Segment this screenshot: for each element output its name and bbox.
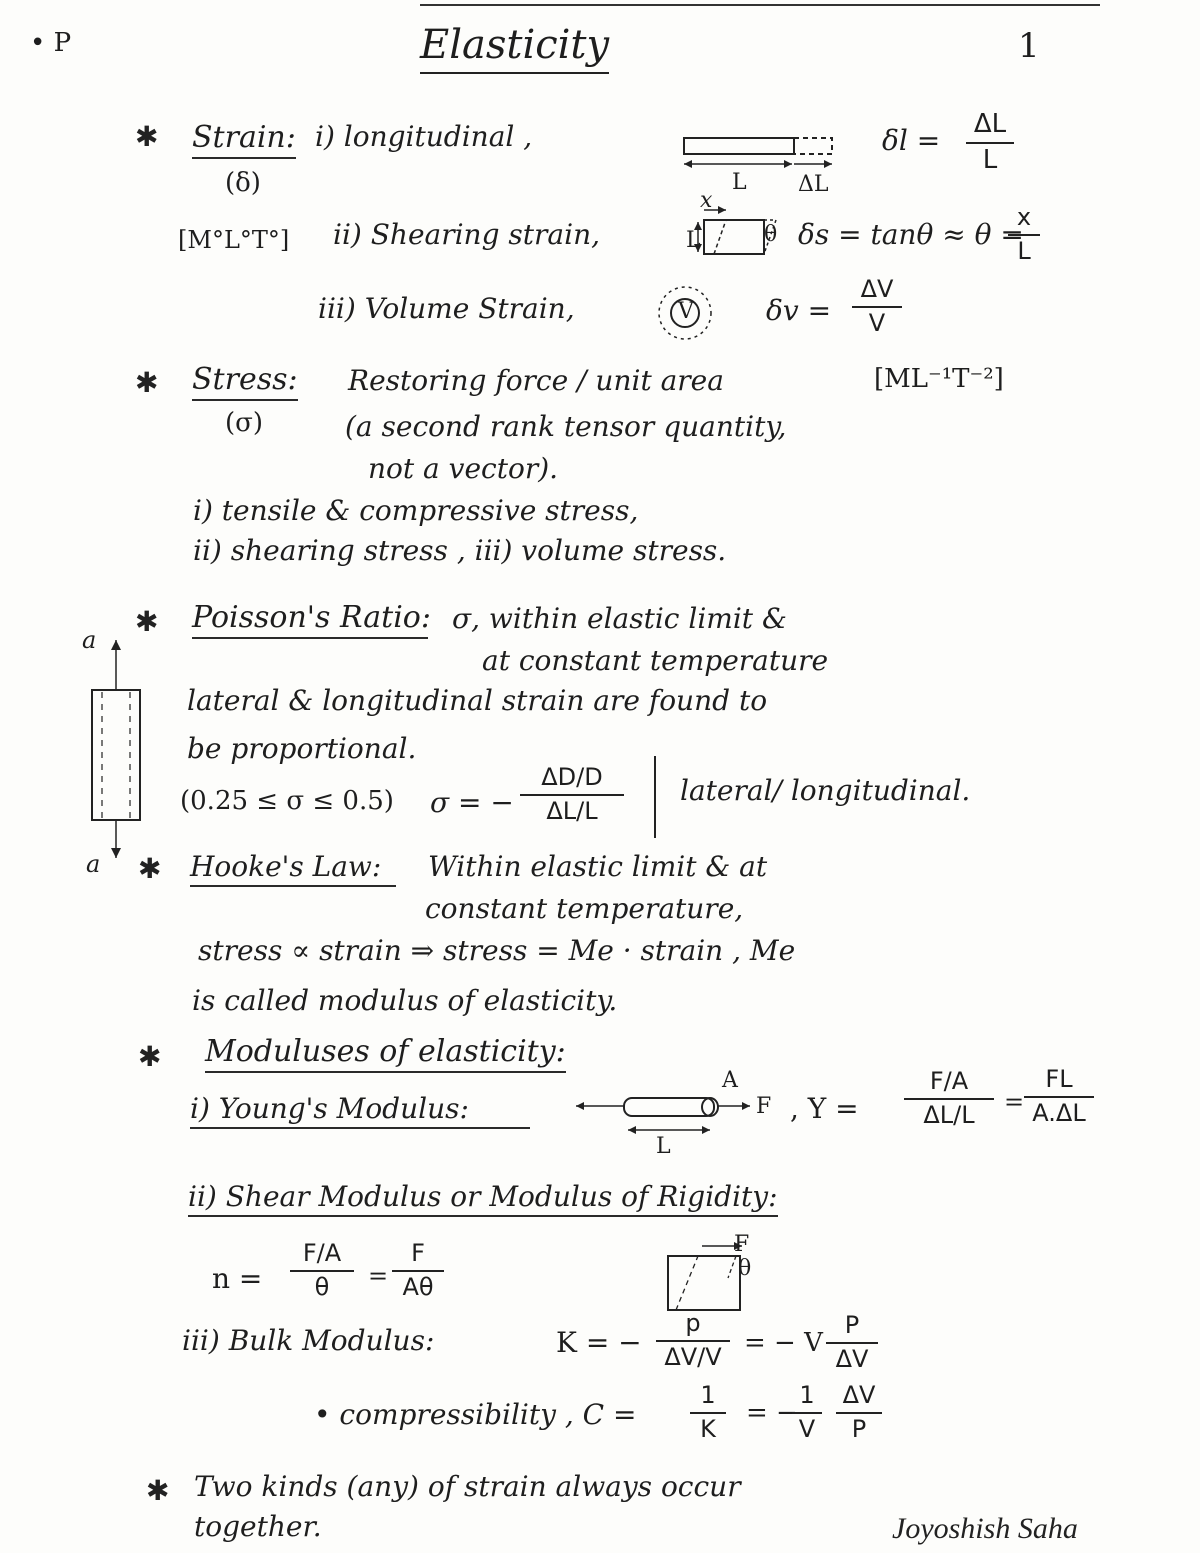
stress-heading: Stress: bbox=[192, 362, 298, 401]
frac-den: L bbox=[1017, 236, 1031, 265]
volume-strain-eq: δv = bbox=[766, 294, 832, 327]
compress-fraction-2 bbox=[792, 1382, 822, 1443]
stress-tensor-note: (a second rank tensor quantity, bbox=[345, 410, 787, 443]
frac-num: F/A bbox=[929, 1067, 969, 1095]
bullet-star-icon: ✱ bbox=[135, 605, 159, 638]
poisson-line-2: at constant temperature bbox=[482, 644, 829, 677]
frac-den: V bbox=[868, 308, 886, 337]
strain-shearing: ii) Shearing strain, bbox=[333, 218, 600, 251]
frac-num: FL bbox=[1045, 1065, 1073, 1093]
frac-num: ΔL bbox=[973, 109, 1007, 139]
stress-vector-note: not a vector). bbox=[368, 452, 559, 485]
frac-num: 1 bbox=[799, 1381, 815, 1409]
frac-num: ΔV bbox=[842, 1381, 876, 1409]
poisson-heading: Poisson's Ratio: bbox=[192, 600, 428, 639]
bulk-fraction-1 bbox=[656, 1310, 730, 1371]
poisson-line-4: be proportional. bbox=[187, 732, 417, 765]
hooke-heading: Hooke's Law: bbox=[190, 850, 396, 887]
poisson-line-1: σ, within elastic limit & bbox=[452, 602, 787, 635]
bullet-star-icon: ✱ bbox=[138, 1040, 162, 1073]
frac-den: θ bbox=[314, 1272, 330, 1301]
young-label: i) Young's Modulus: bbox=[190, 1092, 530, 1129]
bullet-star-icon: ✱ bbox=[135, 120, 159, 153]
poisson-line-3: lateral & longitudinal strain are found to bbox=[187, 684, 768, 717]
young-fig-L: L bbox=[656, 1134, 671, 1159]
frac-den: P bbox=[851, 1414, 867, 1443]
longitudinal-strain-fraction bbox=[966, 110, 1014, 176]
young-fig-A: A bbox=[722, 1068, 738, 1093]
footer-line-1: Two kinds (any) of strain always occur bbox=[194, 1470, 741, 1503]
hooke-line-3: stress ∝ strain ⇒ stress = Me · strain , Me bbox=[198, 934, 796, 967]
frac-den: V bbox=[798, 1414, 816, 1443]
stress-definition: Restoring force / unit area bbox=[348, 364, 724, 397]
shear-eq: n = bbox=[212, 1262, 263, 1295]
hooke-line-4: is called modulus of elasticity. bbox=[192, 984, 618, 1017]
frac-num: 1 bbox=[700, 1381, 716, 1409]
author-signature: Joyoshish Saha bbox=[892, 1512, 1078, 1545]
bulk-eq: K = − bbox=[556, 1326, 642, 1359]
young-eq: , Y = bbox=[790, 1092, 859, 1125]
bulk-modulus-label: iii) Bulk Modulus: bbox=[182, 1324, 435, 1357]
frac-den: ΔL/L bbox=[546, 796, 598, 825]
poisson-range: (0.25 ≤ σ ≤ 0.5) bbox=[180, 786, 394, 816]
page-top-rule bbox=[0, 0, 1200, 12]
hooke-line-2: constant temperature, bbox=[425, 892, 744, 925]
strain-heading: Strain: bbox=[192, 120, 296, 159]
young-fraction-2 bbox=[1024, 1066, 1094, 1127]
bulk-eq-2: = − V bbox=[744, 1328, 823, 1358]
frac-num: ΔD/D bbox=[541, 763, 603, 791]
corner-mark: • P bbox=[30, 28, 72, 58]
strain-longitudinal: i) longitudinal , bbox=[315, 120, 533, 153]
fig2-x-label: x bbox=[700, 188, 713, 213]
frac-den: L bbox=[982, 144, 998, 175]
bullet-star-icon: ✱ bbox=[138, 852, 162, 885]
frac-num: p bbox=[685, 1309, 701, 1337]
shear-block-figure bbox=[662, 1234, 772, 1314]
strain-dimension: [M°L°T°] bbox=[178, 226, 290, 254]
frac-den: A.ΔL bbox=[1032, 1098, 1086, 1127]
moduli-heading: Moduluses of elasticity: bbox=[205, 1034, 566, 1073]
compress-fraction-1 bbox=[690, 1382, 726, 1443]
frac-den: ΔL/L bbox=[923, 1100, 975, 1129]
shear-fraction-2 bbox=[392, 1240, 444, 1301]
stress-types-1: i) tensile & compressive stress, bbox=[193, 494, 639, 527]
young-eq-2: = bbox=[1004, 1088, 1025, 1116]
frac-den: ΔV bbox=[835, 1344, 869, 1373]
poisson-fig-label-top: a bbox=[82, 626, 97, 654]
strain-symbol: (δ) bbox=[225, 168, 261, 198]
frac-num: F bbox=[411, 1239, 425, 1267]
hooke-line-1: Within elastic limit & at bbox=[428, 850, 768, 883]
shear-fig-F: F bbox=[734, 1232, 750, 1257]
frac-den: K bbox=[700, 1414, 716, 1443]
shear-eq-2: = bbox=[368, 1262, 389, 1290]
fig1-length-label: L bbox=[732, 170, 747, 195]
page-title: Elasticity bbox=[420, 22, 609, 74]
bulk-fraction-2 bbox=[826, 1312, 878, 1373]
shearing-strain-fraction bbox=[1008, 204, 1040, 265]
bullet-star-icon: ✱ bbox=[135, 366, 159, 399]
young-fraction-1 bbox=[904, 1068, 994, 1129]
fig2-theta-label: θ bbox=[764, 222, 778, 247]
fig1-extension-label: ΔL bbox=[798, 172, 829, 197]
shear-fig-theta: θ bbox=[738, 1256, 752, 1281]
strain-volume: iii) Volume Strain, bbox=[318, 292, 575, 325]
poisson-fraction bbox=[520, 764, 624, 825]
stress-dimension: [ML⁻¹T⁻²] bbox=[874, 364, 1004, 394]
stress-symbol: (σ) bbox=[225, 408, 264, 438]
shear-fraction-1 bbox=[290, 1240, 354, 1301]
shearing-strain-eq: δs = tanθ ≈ θ = bbox=[798, 218, 1024, 251]
young-fig-F: F bbox=[756, 1094, 772, 1119]
page-number: 1 bbox=[1018, 26, 1040, 66]
compressibility-label: • compressibility , C = bbox=[314, 1398, 637, 1431]
poisson-rod-figure bbox=[76, 630, 146, 870]
fig2-L-label: L bbox=[686, 228, 701, 253]
compress-fraction-3 bbox=[836, 1382, 882, 1443]
frac-den: Aθ bbox=[402, 1272, 434, 1301]
poisson-note: lateral/ longitudinal. bbox=[680, 774, 971, 807]
poisson-divider bbox=[652, 756, 658, 842]
poisson-sigma-eq: σ = − bbox=[430, 786, 514, 819]
frac-num: F/A bbox=[302, 1239, 342, 1267]
compress-eq-2: = − bbox=[746, 1398, 798, 1428]
poisson-fig-label-bottom: a bbox=[86, 850, 101, 878]
fig3-volume-label: V bbox=[678, 299, 694, 324]
stress-types-2: ii) shearing stress , iii) volume stress. bbox=[193, 534, 727, 567]
footer-line-2: together. bbox=[194, 1510, 322, 1543]
frac-num: P bbox=[844, 1311, 860, 1339]
longitudinal-strain-eq: δl = bbox=[882, 124, 941, 157]
bullet-star-icon: ✱ bbox=[146, 1474, 170, 1507]
frac-den: ΔV/V bbox=[664, 1342, 722, 1371]
shear-modulus-label: ii) Shear Modulus or Modulus of Rigidity: bbox=[188, 1180, 778, 1217]
frac-num: x bbox=[1016, 203, 1032, 231]
volume-strain-fraction bbox=[852, 276, 902, 337]
frac-num: ΔV bbox=[860, 275, 894, 303]
